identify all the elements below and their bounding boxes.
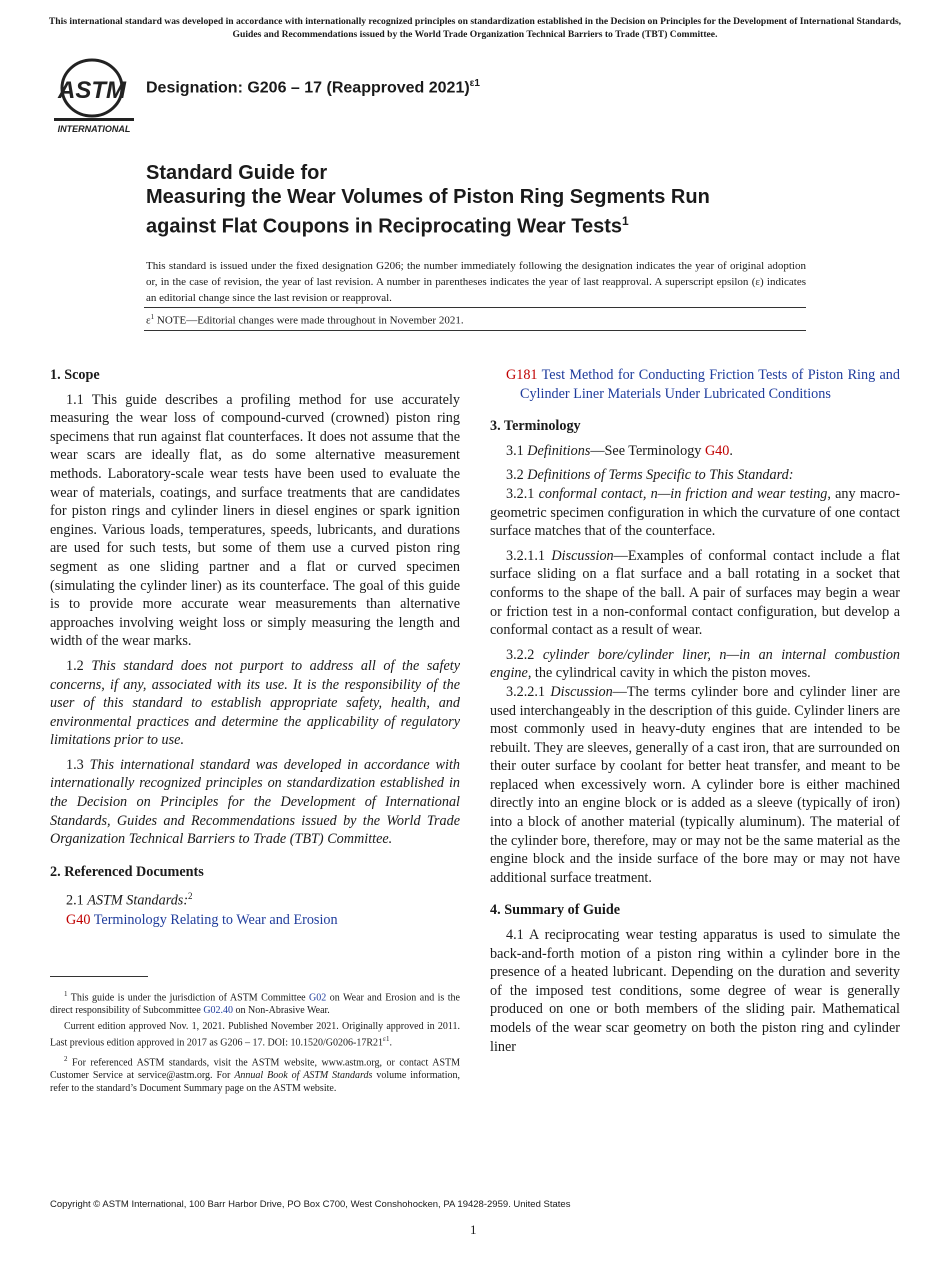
footnote-text: Current edition approved Nov. 1, 2021. Published November 2021. Originally approved in 2011. Last previous edition approved in 2017 as G206 – 17. DOI: 10.1520/G0206-17R21 [50, 1021, 460, 1049]
section-heading-summary: 4. Summary of Guide [490, 902, 621, 919]
left-column [50, 366, 460, 935]
editorial-note [146, 313, 464, 327]
para-3-2-2 [490, 646, 900, 683]
title-footnote-mark: 1 [622, 214, 629, 228]
epsilon-sup: 1 [150, 313, 155, 321]
section-heading-scope: 1. Scope [50, 367, 100, 383]
reference-g181[interactable] [490, 366, 900, 403]
terminology-g40-link[interactable]: G40 [704, 442, 730, 459]
reference-title[interactable]: Test Method for Conducting Friction Tests of Piston Ring and Cylinder Liner Materials Under Lubricated Conditions [520, 367, 900, 402]
title-line-1: Standard Guide for [146, 162, 328, 184]
discussion-label: Discussion [550, 683, 613, 700]
section-heading-terminology: 3. Terminology [490, 418, 581, 435]
para-3-2-2-1 [490, 683, 900, 888]
footnote-mark: 2 [64, 1054, 68, 1063]
top-notice: This international standard was developed in accordance with internationally recognized principles on standardization established in the Decision on Principles for the Development of International Standards, Guides and Recommendations issued by the World Trade Organization Technical Barriers to Trade (TBT) Committee. [48, 16, 902, 40]
para-number: 3.2.1.1 [506, 547, 552, 564]
designation-epsilon: ε1 [469, 78, 480, 89]
designation [146, 78, 480, 97]
para-number: 3.2.2 [506, 646, 543, 663]
para-text: —Examples of conformal contact include a flat surface sliding on a flat surface and a ball rotating in a socket that conforms to the shape of the ball. A pair of surfaces may begin a wear or friction test in a non-conformal contact configuration, but develop a conformal contact as a result of wear. [490, 547, 900, 639]
divider [144, 330, 806, 331]
copyright-notice: Copyright © ASTM International, 100 Barr Harbor Drive, PO Box C700, West Conshohocken, PA 19428-2959. United States [50, 1199, 571, 1210]
footnote-mark: 2 [188, 891, 193, 902]
footnote-1-edition [50, 1020, 460, 1049]
footnote-1 [50, 988, 460, 1017]
para-4-1: 4.1 A reciprocating wear testing apparatus is used to simulate the back-and-forth motion of a piston ring within a cylinder bore in the presence of a heated lubricant. Depending on the duration and severity of the imposed test conditions, some degree of wear is generally produced on one or both members of the sliding pair. Mathematical models of the wear scar geometry on both the piston ring and cylinder liner [490, 927, 900, 1055]
committee-link[interactable]: G02 [309, 992, 327, 1004]
divider [144, 307, 806, 308]
footnote-divider [50, 976, 148, 977]
para-3-2-1-1 [490, 547, 900, 640]
para-number: 2.1 [66, 893, 88, 910]
para-3-2 [490, 466, 900, 485]
para-number: 3.1 [506, 442, 528, 459]
para-number: 3.2 [506, 467, 528, 484]
reference-g40[interactable] [50, 911, 460, 930]
para-number: 3.2.1 [506, 485, 539, 502]
issuance-note: This standard is issued under the fixed designation G206; the number immediately following the designation indicates the year of original adoption or, in the case of revision, the year of last revision. A number in parentheses indicates the year of last reapproval. A superscript epsilon (ε) indicates an editorial change since the last revision or reapproval. [146, 260, 806, 304]
footnote-text: on Wear and Erosion and is the direct responsibility of Subcommittee [50, 992, 460, 1017]
definitions-label: Definitions [527, 442, 591, 459]
specific-terms-label: Definitions of Terms Specific to This Standard: [527, 467, 794, 484]
para-1-2-text: This standard does not purport to address all of the safety concerns, if any, associated with its use. It is the responsibility of the user of this standard to establish appropriate safety, health, and environmental practices and determine the applicability of regulatory limitations prior to use. [50, 657, 460, 749]
title-line-2: Measuring the Wear Volumes of Piston Ring Segments Run [146, 186, 710, 208]
para-number: 3.2.2.1 [506, 683, 551, 700]
footnote-text: For referenced ASTM standards, visit the ASTM website, www.astm.org, or contact ASTM Customer Service at service@astm.org. For [50, 1056, 460, 1081]
page-number: 1 [470, 1222, 477, 1237]
para-text: , any macro-geometric specimen configuration in which the curvature of one contact surface matches that of the counterface. [490, 485, 900, 540]
para-text: —The terms cylinder bore and cylinder liner are used interchangeably in the description of this guide. Cylinder liners are most commonly used in heavy-duty engines that are intended to be rebuilt. They are sleeves, generally of a cast iron, that are surrounded on their outer surface by coolant for better heat transfer, and meant to be replaced when excessively worn. A cylinder bore is either machined directly into an engine block or is added as a sleeve (typically of iron) into a block of another material (typically aluminum). The material of the cylinder bore, therefore, may or may not be the same material as the engine block and the inside surface of the bore may or may not have additional surface treatment. [490, 683, 900, 886]
para-text: —See Terminology [590, 442, 705, 459]
para-number: 1.2 [66, 657, 92, 674]
para-1-3-text: This international standard was developed in accordance with internationally recognized principles on standardization established in the Decision on Principles for the Development of International Standards, Guides and Recommendations issued by the World Trade Organization Technical Barriers to Trade (TBT) Committee. [50, 756, 460, 848]
logo-letters: ASTM [58, 77, 126, 104]
discussion-label: Discussion [551, 547, 614, 564]
para-2-1 [50, 887, 460, 910]
para-1-1: 1.1 This guide describes a profiling method for use accurately measuring the wear loss of compound-curved (crowned) piston ring specimens that run against flat counterfaces. It does not assume that the wear scars are ideally flat, as do some alternative measurement methods. Laboratory-scale wear tests have been used to evaluate the wear of materials, coatings, and surface treatments that are candidates for piston rings and cylinder liners in diesel engines or spark ignition engines. Various loads, temperatures, speeds, lubricants, and durations are used for such tests, but some of them use a curved piston ring segment as one sliding partner and a flat or curved specimen (simulating the cylinder liner) as its counterface. The goal of this guide is to provide more accurate wear measurements than alternative approaches involving weight loss or simply measuring the length and width of the wear marks. [50, 391, 460, 650]
title-line-3: against Flat Coupons in Reciprocating Wear Tests [146, 215, 623, 238]
designation-text: Designation: G206 – 17 (Reapproved 2021) [146, 79, 470, 97]
footnote-text: This guide is under the jurisdiction of ASTM Committee [67, 992, 310, 1004]
para-number: 1.3 [66, 756, 90, 773]
footnote-text: volume information, refer to the standard’s Document Summary page on the ASTM website. [50, 1069, 460, 1094]
para-1-2 [50, 657, 460, 750]
para-3-1 [490, 442, 900, 461]
footnotes [50, 988, 460, 1098]
footnote-text: . [389, 1037, 392, 1049]
section-heading-referenced: 2. Referenced Documents [50, 863, 204, 880]
reference-code[interactable]: G40 [66, 911, 91, 928]
para-text: , the cylindrical cavity in which the piston moves. [527, 665, 811, 682]
footnote-mark: 1 [64, 990, 68, 998]
para-text: . [729, 442, 733, 459]
astm-logo [52, 56, 136, 134]
footnote-italic: Annual Book of ASTM Standards [234, 1069, 373, 1081]
footnote-text: on Non-Abrasive Wear. [233, 1005, 330, 1017]
para-1-3 [50, 756, 460, 849]
term-cylinder-bore: cylinder bore/cylinder liner, n—in an internal combustion engine [490, 646, 901, 682]
para-3-2-1 [490, 485, 900, 541]
astm-standards-label: ASTM Standards: [87, 893, 189, 910]
subcommittee-link[interactable]: G02.40 [203, 1005, 234, 1017]
epsilon-mark: ε [146, 314, 151, 327]
document-title [146, 161, 836, 239]
reference-title[interactable]: Terminology Relating to Wear and Erosion [90, 911, 338, 928]
term-conformal-contact: conformal contact, n—in friction and wear testing [538, 485, 828, 502]
logo-word: INTERNATIONAL [57, 124, 131, 134]
epsilon-sup: ε1 [383, 1035, 390, 1044]
right-column [490, 366, 900, 1062]
footnote-2 [50, 1053, 460, 1095]
reference-code[interactable]: G181 [506, 367, 538, 383]
editorial-note-text: NOTE—Editorial changes were made throughout in November 2021. [154, 314, 464, 327]
